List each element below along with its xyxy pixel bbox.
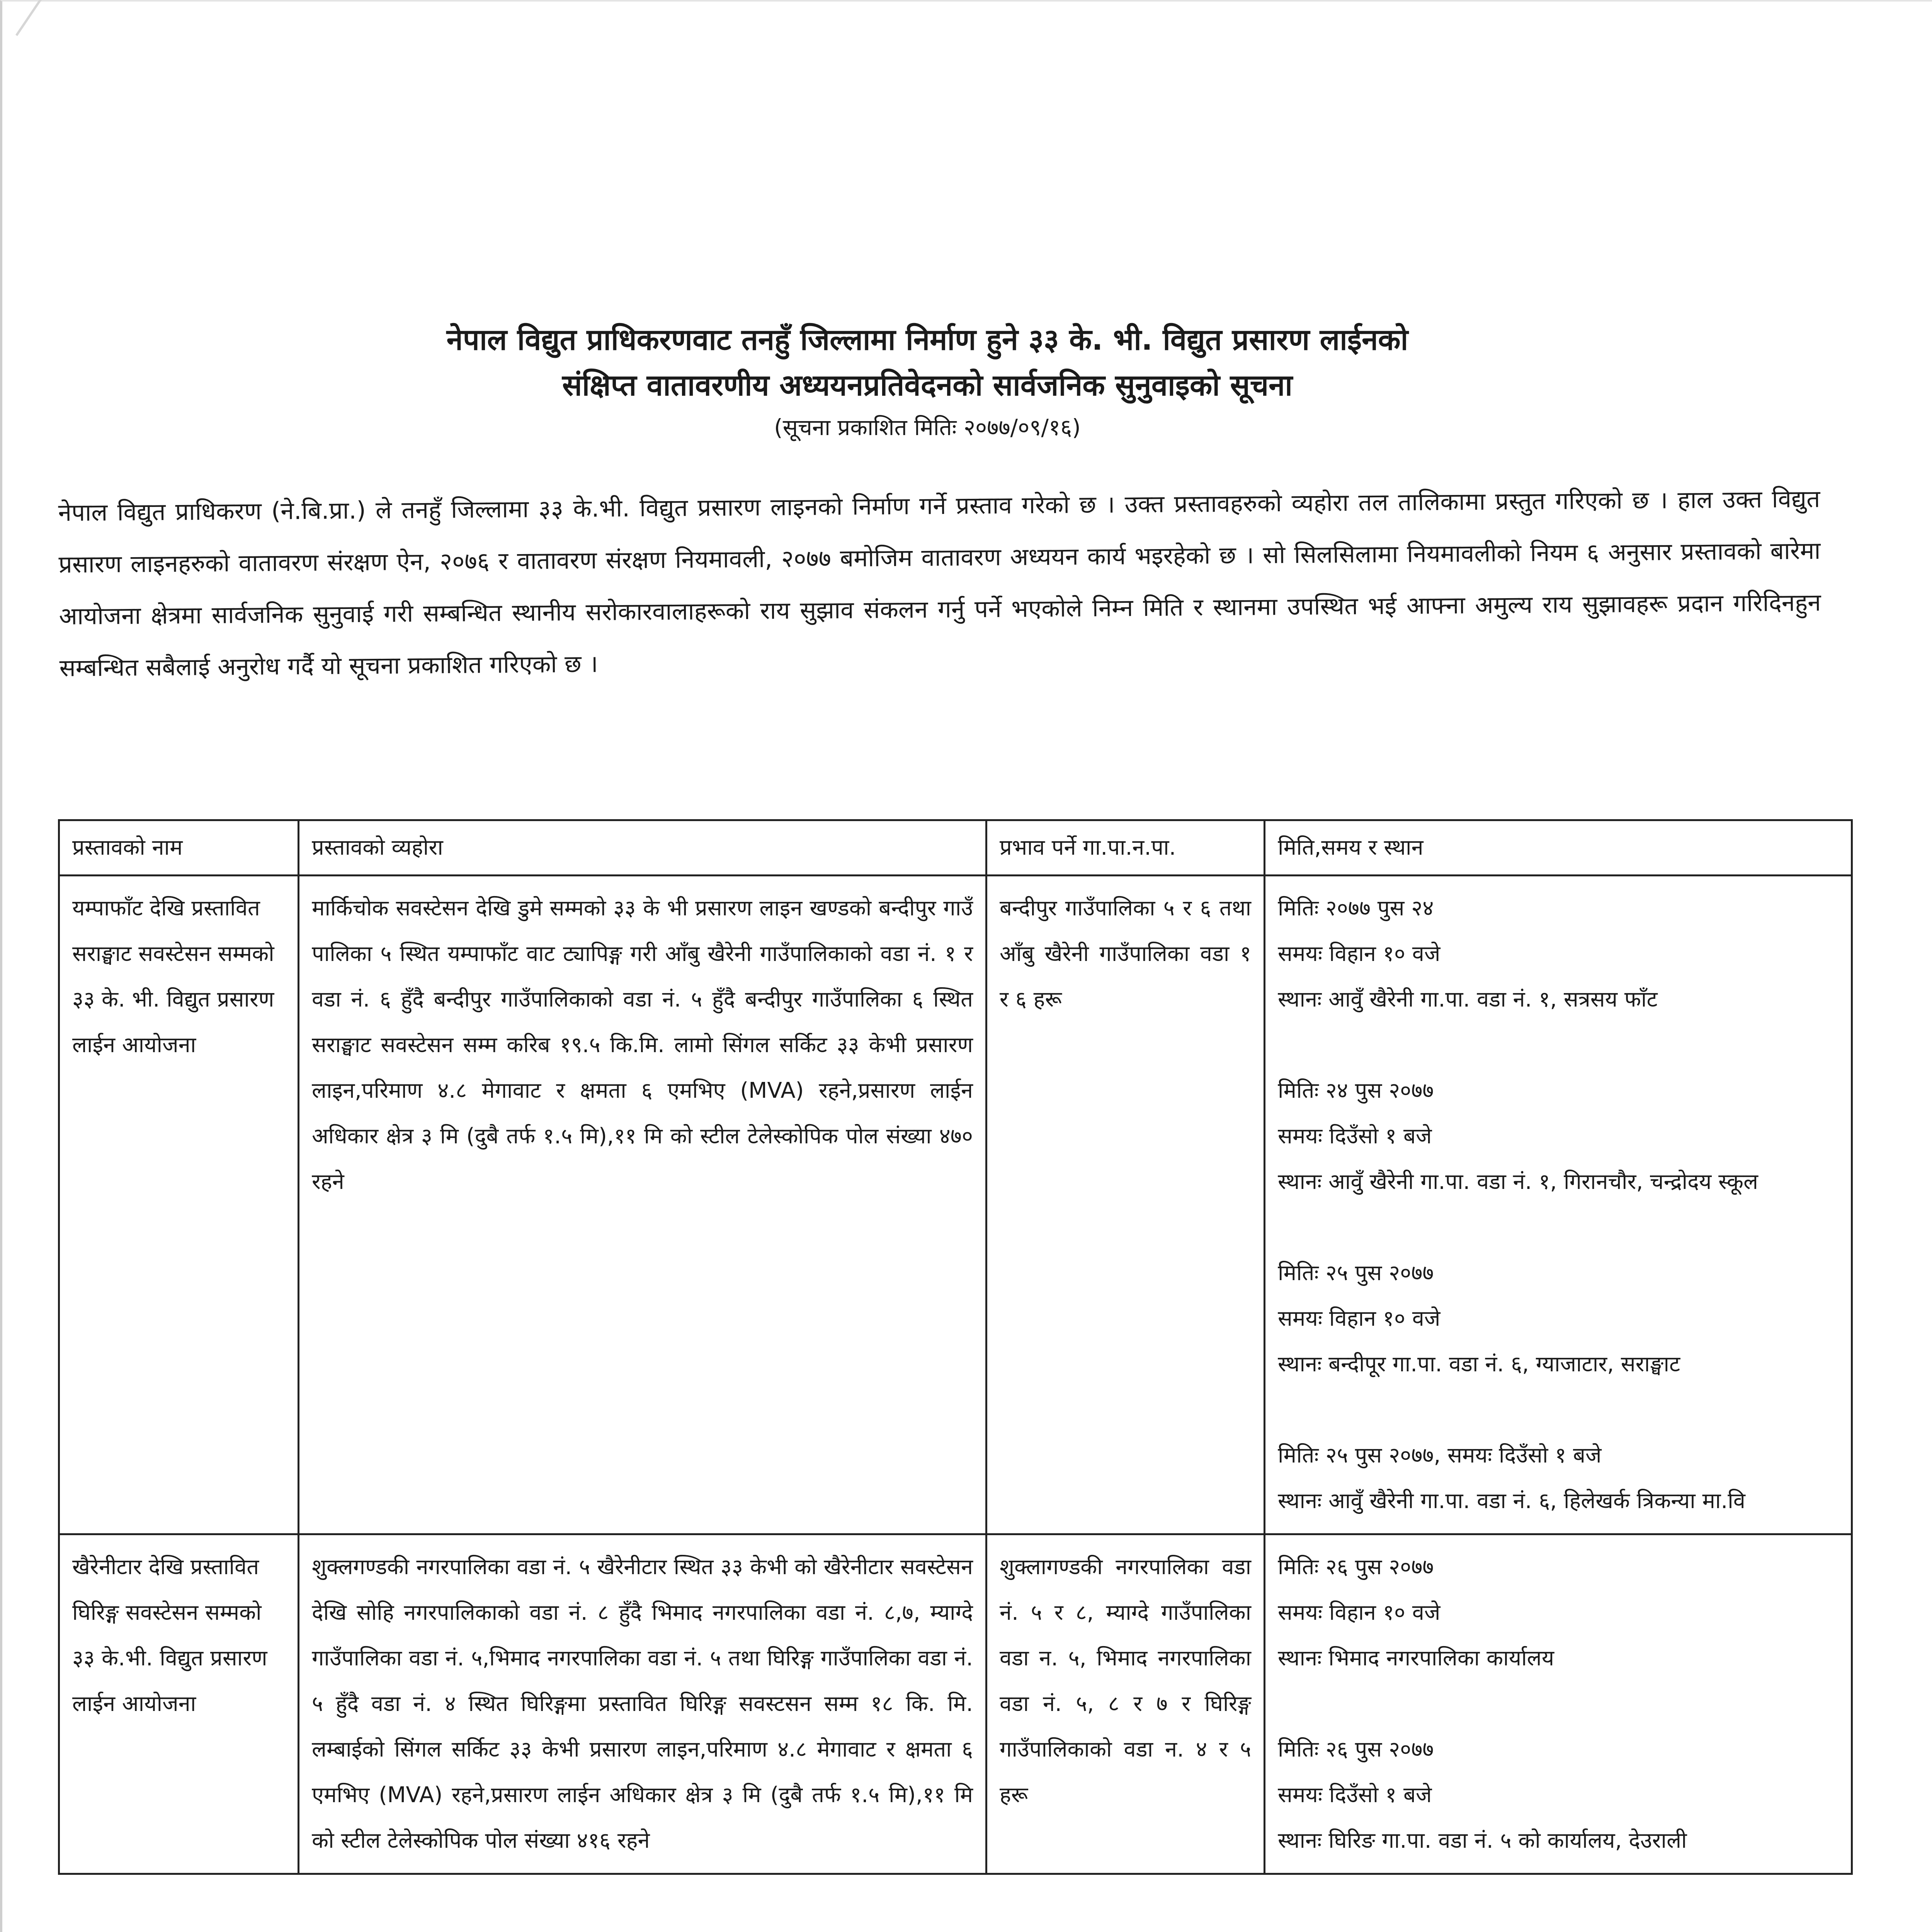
header-affected-area: प्रभाव पर्ने गा.पा.न.पा. — [986, 820, 1265, 876]
affected-area: बन्दीपुर गाउँपालिका ५ र ६ तथा आँबु खैरेनी गाउँपालिका वडा १ र ६ हरू — [986, 876, 1265, 1534]
slot-date: मितिः २५ पुस २०७७ — [1278, 1260, 1434, 1286]
proposal-description: मार्किचोक सवस्टेसन देखि डुमे सम्मको ३३ के भी प्रसारण लाइन खण्डको बन्दीपुर गाउँ पालिका ५ स्थित यम्पाफाँट वाट ट्यापिङ्ग गरी आँबु खैरेनी गाउँपालिकाको वडा नं. १ र वडा नं. ६ हुँदै बन्दीपुर गाउँपालिकाको वडा नं. ५ हुँदै बन्दीपुर गाउँपालिका ६ स्थित सराङ्घाट सवस्टेसन सम्म करिब १९.५ कि.मि. लामो सिंगल सर्किट ३३ केभी प्रसारण लाइन,परिमाण ४.८ मेगावाट र क्षमता ६ एमभिए (MVA) रहने,प्रसारण लाईन अधिकार क्षेत्र ३ मि (दुबै तर्फ १.५ मि),११ मि को स्टील टेलेस्कोपिक पोल संख्या ४७० रहने — [299, 876, 986, 1534]
proposal-name: खैरेनीटार देखि प्रस्तावित घिरिङ्ग सवस्टेसन सम्मको ३३ के.भी. विद्युत प्रसारण लाईन आयोजना — [59, 1534, 299, 1874]
slot-date: मितिः २०७७ पुस २४ — [1278, 896, 1434, 921]
slot-venue: स्थानः आवुँ खैरेनी गा.पा. वडा नं. १, गिरानचौर, चन्द्रोदय स्कूल — [1278, 1169, 1758, 1194]
hearing-slot — [1278, 1250, 1838, 1387]
slot-date: मितिः २६ पुस २०७७ — [1278, 1554, 1434, 1580]
proposal-table — [58, 819, 1853, 1875]
hearing-slot — [1278, 1068, 1838, 1205]
table-header-row — [59, 820, 1852, 876]
slot-venue: स्थानः घिरिङ गा.पा. वडा नं. ५ को कार्यालय, देउराली — [1278, 1828, 1687, 1853]
intro-paragraph: नेपाल विद्युत प्राधिकरण (ने.बि.प्रा.) ले तनहुँ जिल्लामा ३३ के.भी. विद्युत प्रसारण लाइनको निर्माण गर्ने प्रस्ताव गरेको छ । उक्त प्रस्तावहरुको व्यहोरा तल तालिकामा प्रस्तुत गरिएको छ । हाल उक्त विद्युत प्रसारण लाइनहरुको वातावरण संरक्षण ऐन, २०७६ र वातावरण संरक्षण नियमावली, २०७७ बमोजिम वातावरण अध्ययन कार्य भइरहेको छ । सो सिलसिलामा नियमावलीको नियम ६ अनुसार प्रस्तावको बारेमा आयोजना क्षेत्रमा सार्वजनिक सुनुवाई गरी सम्बन्धित स्थानीय सरोकारवालाहरूको राय सुझाव संकलन गर्नु पर्ने भएकोले निम्न मिति र स्थानमा उपस्थित भई आफ्ना अमुल्य राय सुझावहरू प्रदान गरिदिनहुन सम्बन्धित सबैलाई अनुरोध गर्दै यो सूचना प्रकाशित गरिएको छ । — [58, 485, 1821, 682]
header-proposal-name: प्रस्तावको नाम — [59, 820, 299, 876]
slot-venue: स्थानः बन्दीपूर गा.पा. वडा नं. ६, ग्याजाटार, सराङ्घाट — [1278, 1352, 1680, 1377]
proposal-description: शुक्लगण्डकी नगरपालिका वडा नं. ५ खैरेनीटार स्थित ३३ केभी को खैरेनीटार सवस्टेसन देखि सोहि नगरपालिकाको वडा नं. ८ हुँदै भिमाद नगरपालिका वडा नं. ८,७, म्याग्दे गाउँपालिका वडा नं. ५,भिमाद नगरपालिका वडा नं. ५ तथा घिरिङ्ग गाउँपालिका वडा नं. ५ हुँदै वडा नं. ४ स्थित घिरिङ्गमा प्रस्तावित घिरिङ्ग सवस्टसन सम्म १८ कि. मि. लम्बाईको सिंगल सर्किट ३३ केभी प्रसारण लाइन,परिमाण ४.८ मेगावाट र क्षमता ६ एमभिए (MVA) रहने,प्रसारण लाईन अधिकार क्षेत्र ३ मि (दुबै तर्फ १.५ मि),११ मि को स्टील टेलेस्कोपिक पोल संख्या ४१६ रहने — [299, 1534, 986, 1874]
header-schedule: मिति,समय र स्थान — [1265, 820, 1852, 876]
slot-time: समयः विहान १० वजे — [1278, 1600, 1440, 1625]
notice-header — [270, 317, 1584, 447]
slot-date: मितिः २४ पुस २०७७ — [1278, 1078, 1434, 1103]
slot-time: समयः दिउँसो १ बजे — [1278, 1782, 1432, 1808]
slot-venue: स्थानः भिमाद नगरपालिका कार्यालय — [1278, 1646, 1554, 1671]
slot-venue: स्थानः आवुँ खैरेनी गा.पा. वडा नं. ६, हिलेखर्क त्रिकन्या मा.वि — [1278, 1488, 1745, 1514]
slot-date-time: मितिः २५ पुस २०७७, समयः दिउँसो १ बजे — [1278, 1443, 1602, 1468]
notice-title-line-2: संक्षिप्त वातावरणीय अध्ययनप्रतिवेदनको सार्वजनिक सुनुवाइको सूचना — [562, 368, 1293, 402]
table-row — [59, 1534, 1852, 1874]
hearing-schedule — [1265, 876, 1852, 1534]
hearing-schedule — [1265, 1534, 1852, 1874]
hearing-slot — [1278, 1433, 1838, 1524]
slot-venue: स्थानः आवुँ खैरेनी गा.पा. वडा नं. १, सत्रसय फाँट — [1278, 987, 1658, 1012]
hearing-slot — [1278, 1544, 1838, 1681]
proposal-name: यम्पाफाँट देखि प्रस्तावित सराङ्घाट सवस्टेसन सम्मको ३३ के. भी. विद्युत प्रसारण लाईन आयोजना — [59, 876, 299, 1534]
published-date: (सूचना प्रकाशित मितिः २०७७/०९/१६) — [774, 414, 1081, 440]
hearing-slot — [1278, 886, 1838, 1022]
notice-title-line-1: नेपाल विद्युत प्राधिकरणवाट तनहुँ जिल्लामा निर्माण हुने ३३ के. भी. विद्युत प्रसारण लाईनको — [446, 322, 1408, 357]
slot-time: समयः विहान १० वजे — [1278, 1306, 1440, 1331]
slot-time: समयः दिउँसो १ बजे — [1278, 1124, 1432, 1149]
header-proposal-description: प्रस्तावको व्यहोरा — [299, 820, 986, 876]
slot-date: मितिः २६ पुस २०७७ — [1278, 1737, 1434, 1762]
slot-time: समयः विहान १० वजे — [1278, 941, 1440, 966]
hearing-slot — [1278, 1727, 1838, 1864]
table-row — [59, 876, 1852, 1534]
affected-area: शुक्लागण्डकी नगरपालिका वडा नं. ५ र ८, म्याग्दे गाउँपालिका वडा न. ५, भिमाद नगरपालिका वडा नं. ५, ८ र ७ र घिरिङ्ग गाउँपालिकाको वडा न. ४ र ५ हरू — [986, 1534, 1265, 1874]
